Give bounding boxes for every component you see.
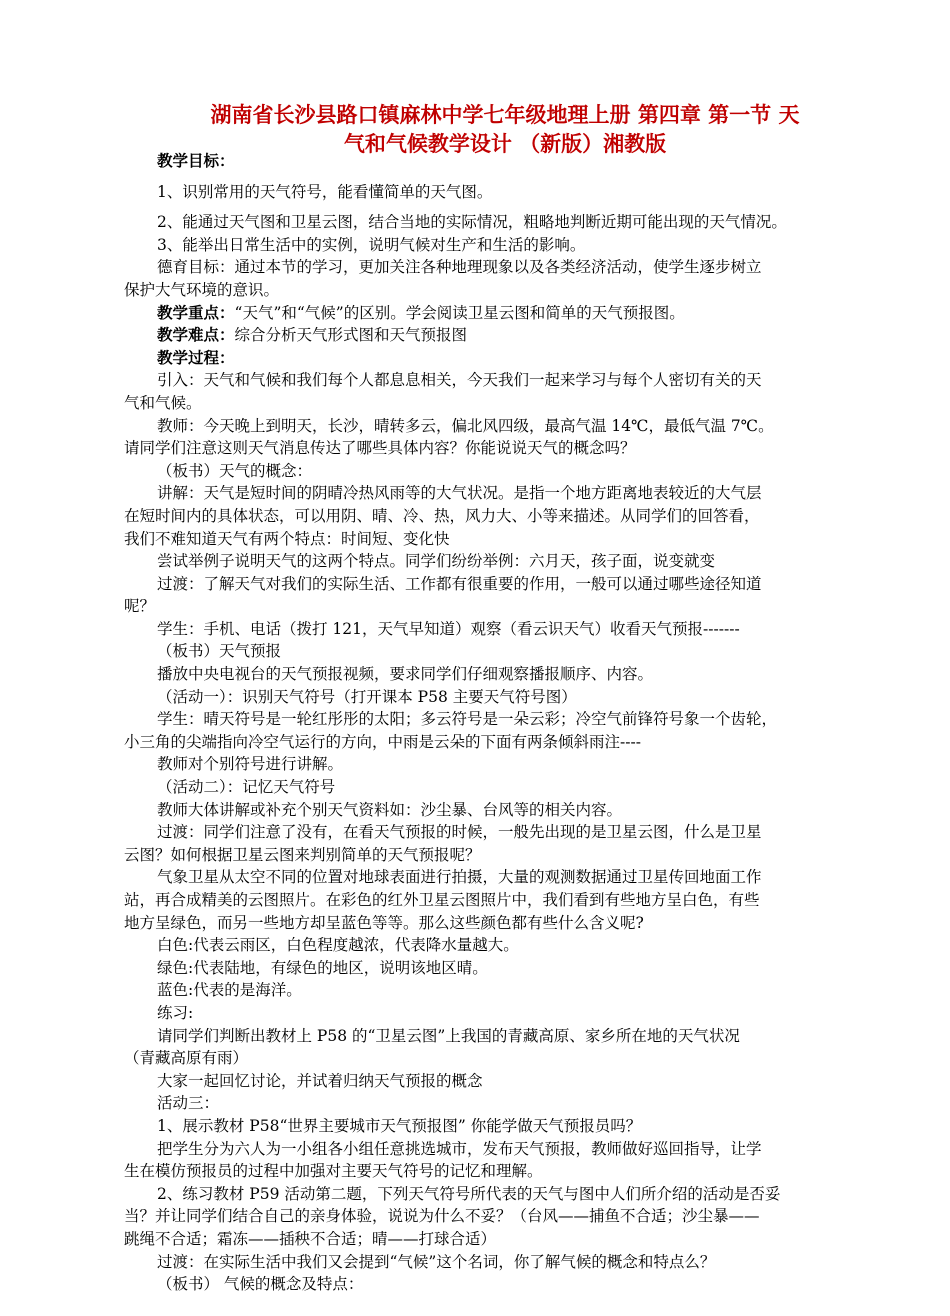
- line-text: （活动一）：识别天气符号（打开课本 P58 主要天气符号图）: [157, 687, 577, 706]
- line-text: 播放中央电视台的天气预报视频，要求同学们仔细观察播报顺序、内容。: [157, 665, 654, 684]
- text-line: [124, 1092, 884, 1115]
- text-line: [124, 708, 884, 731]
- text-line: [124, 150, 884, 173]
- text-line: [124, 279, 884, 302]
- text-line: [124, 776, 884, 799]
- line-text: 学生：晴天符号是一轮红彤彤的太阳；多云符号是一朵云彩；冷空气前锋符号象一个齿轮，: [157, 710, 778, 729]
- line-text: 呢？: [124, 597, 156, 616]
- line-text: 综合分析天气形式图和天气预报图: [234, 326, 468, 345]
- line-text: 过渡：在实际生活中我们又会提到“气候”这个名词，你了解气候的概念和特点么？: [157, 1252, 716, 1271]
- line-text: 讲解：天气是短时间的阴晴冷热风雨等的大气状况。是指一个地方距离地表较近的大气层: [157, 484, 762, 503]
- text-line: [124, 1115, 884, 1138]
- line-text: “天气”和“气候”的区别。学会阅读卫星云图和简单的天气预报图。: [234, 303, 685, 322]
- line-text: 小三角的尖端指向冷空气运行的方向，中雨是云朵的下面有两条倾斜雨注----: [124, 732, 641, 751]
- line-text: 大家一起回忆讨论，并试着归纳天气预报的概念: [157, 1071, 483, 1090]
- line-text: 地方呈绿色，而另一些地方却呈蓝色等等。那么这些颜色都有些什么含义呢?: [124, 913, 644, 932]
- line-text: 云图？如何根据卫星云图来判别简单的天气预报呢？: [124, 845, 481, 864]
- line-text: （青藏高原有雨）: [124, 1049, 249, 1068]
- text-line: [124, 392, 884, 415]
- text-line: [124, 686, 884, 709]
- text-line: [124, 528, 884, 551]
- line-text: 蓝色:代表的是海洋。: [157, 981, 302, 1000]
- text-line: [124, 302, 884, 325]
- line-text: 请同学们注意这则天气消息传达了哪些具体内容？你能说说天气的概念吗？: [124, 439, 636, 458]
- line-text: 气象卫星从太空不同的位置对地球表面进行拍摄，大量的观测数据通过卫星传回地面工作: [157, 868, 762, 887]
- line-text: 生在模仿预报员的过程中加强对主要天气符号的记忆和理解。: [124, 1162, 543, 1181]
- text-line: [124, 1138, 884, 1161]
- line-text: （活动二）：记忆天气符号: [157, 778, 336, 797]
- title-line-1: 湖南省长沙县路口镇麻林中学七年级地理上册 第四章 第一节 天: [210, 102, 800, 127]
- line-text: 我们不难知道天气有两个特点：时间短、变化快: [124, 529, 450, 548]
- line-text: 绿色:代表陆地，有绿色的地区，说明该地区晴。: [157, 958, 488, 977]
- text-line: [124, 573, 884, 596]
- text-line: [124, 889, 884, 912]
- line-text: 过渡：了解天气对我们的实际生活、工作都有很重要的作用，一般可以通过哪些途径知道: [157, 574, 762, 593]
- text-line: [124, 731, 884, 754]
- line-text: 气和气候。: [124, 393, 202, 412]
- text-line: [124, 369, 884, 392]
- text-line: [124, 866, 884, 889]
- line-text: 2、练习教材 P59 活动第二题，下列天气符号所代表的天气与图中人们所介绍的活动是否妥: [157, 1184, 781, 1203]
- line-text: 在短时间内的具体状态，可以用阴、晴、冷、热，风力大、小等来描述。从同学们的回答看，: [124, 506, 760, 525]
- text-line: [124, 844, 884, 867]
- line-text: 1、展示教材 P58“世界主要城市天气预报图” 你能学做天气预报员吗？: [157, 1116, 642, 1135]
- section-heading: 教学重点：: [157, 302, 235, 322]
- text-line: [124, 1251, 884, 1274]
- text-line: [124, 640, 884, 663]
- title-line-2: 气和气候教学设计 （新版）湘教版: [343, 131, 667, 156]
- line-text: 白色:代表云雨区，白色程度越浓，代表降水量越大。: [157, 936, 519, 955]
- line-text: 活动三：: [157, 1094, 220, 1113]
- line-text: 练习:: [157, 1003, 194, 1022]
- text-line: [124, 324, 884, 347]
- line-text: （板书）天气预报: [157, 642, 282, 661]
- text-line: [124, 234, 884, 257]
- text-line: [124, 505, 884, 528]
- section-heading: 教学目标：: [157, 151, 235, 170]
- text-line: [124, 934, 884, 957]
- line-text: 请同学们判断出教材上 P58 的“卫星云图”上我国的青藏高原、家乡所在地的天气状况: [157, 1026, 740, 1045]
- text-line: [124, 753, 884, 776]
- text-line: [124, 821, 884, 844]
- line-text: （板书）天气的概念：: [157, 461, 313, 480]
- text-line: [124, 1205, 884, 1228]
- text-line: [124, 1228, 884, 1251]
- line-text: 教师大体讲解或补充个别天气资料如：沙尘暴、台风等的相关内容。: [157, 800, 623, 819]
- text-line: [124, 181, 884, 204]
- section-heading: 教学过程：: [157, 347, 235, 367]
- line-text: 站，再合成精美的云图照片。在彩色的红外卫星云图照片中，我们看到有些地方呈白色，有些: [124, 891, 760, 909]
- text-line: [124, 663, 884, 686]
- text-line: [124, 1160, 884, 1183]
- line-text: 当？并让同学们结合自己的亲身体验，说说为什么不妥？（台风——捕鱼不合适；沙尘暴——: [124, 1207, 760, 1226]
- line-text: 学生：手机、电话（拨打 121，天气早知道）观察（看云识天气）收看天气预报-------: [157, 619, 740, 638]
- line-text: （板书） 气候的概念及特点：: [157, 1275, 364, 1294]
- text-line: [124, 1070, 884, 1093]
- text-line: [124, 347, 884, 370]
- text-line: [124, 1183, 884, 1206]
- text-line: [124, 1047, 884, 1070]
- text-line: [124, 1002, 884, 1025]
- text-line: [124, 482, 884, 505]
- line-text: 教师：今天晚上到明天，长沙，晴转多云，偏北风四级，最高气温 14℃，最低气温 7℃。: [157, 416, 774, 435]
- line-text: 跳绳不合适；霜冻——插秧不合适；晴——打球合适）: [124, 1229, 497, 1248]
- text-line: [124, 912, 884, 935]
- line-text: 德育目标：通过本节的学习，更加关注各种地理现象以及各类经济活动，使学生逐步树立: [157, 258, 762, 277]
- text-line: [124, 799, 884, 822]
- text-line: [124, 618, 884, 641]
- line-text: 2、能通过天气图和卫星云图，结合当地的实际情况，粗略地判断近期可能出现的天气情况。: [157, 213, 787, 232]
- line-text: 尝试举例子说明天气的这两个特点。同学们纷纷举例：六月天，孩子面，说变就变: [157, 552, 716, 571]
- document-body: [124, 150, 884, 1296]
- text-line: [124, 595, 884, 618]
- line-text: 保护大气环境的意识。: [124, 280, 280, 299]
- line-text: 过渡：同学们注意了没有，在看天气预报的时候，一般先出现的是卫星云图，什么是卫星: [157, 823, 762, 842]
- text-line: [124, 437, 884, 460]
- line-text: 教师对个别符号进行讲解。: [157, 755, 344, 774]
- section-heading: 教学难点：: [157, 325, 235, 345]
- line-text: 1、识别常用的天气符号，能看懂简单的天气图。: [157, 182, 493, 201]
- line-text: 把学生分为六人为一小组各小组任意挑选城市，发布天气预报，教师做好巡回指导，让学: [157, 1139, 762, 1158]
- text-line: [124, 211, 884, 234]
- text-line: [124, 415, 884, 438]
- text-line: [124, 1273, 884, 1296]
- line-text: 引入：天气和气候和我们每个人都息息相关，今天我们一起来学习与每个人密切有关的天: [157, 371, 762, 390]
- text-line: [124, 957, 884, 980]
- text-line: [124, 256, 884, 279]
- text-line: [124, 1025, 884, 1048]
- text-line: [124, 550, 884, 573]
- text-line: [124, 979, 884, 1002]
- text-line: [124, 460, 884, 483]
- line-text: 3、能举出日常生活中的实例，说明气候对生产和生活的影响。: [157, 235, 586, 254]
